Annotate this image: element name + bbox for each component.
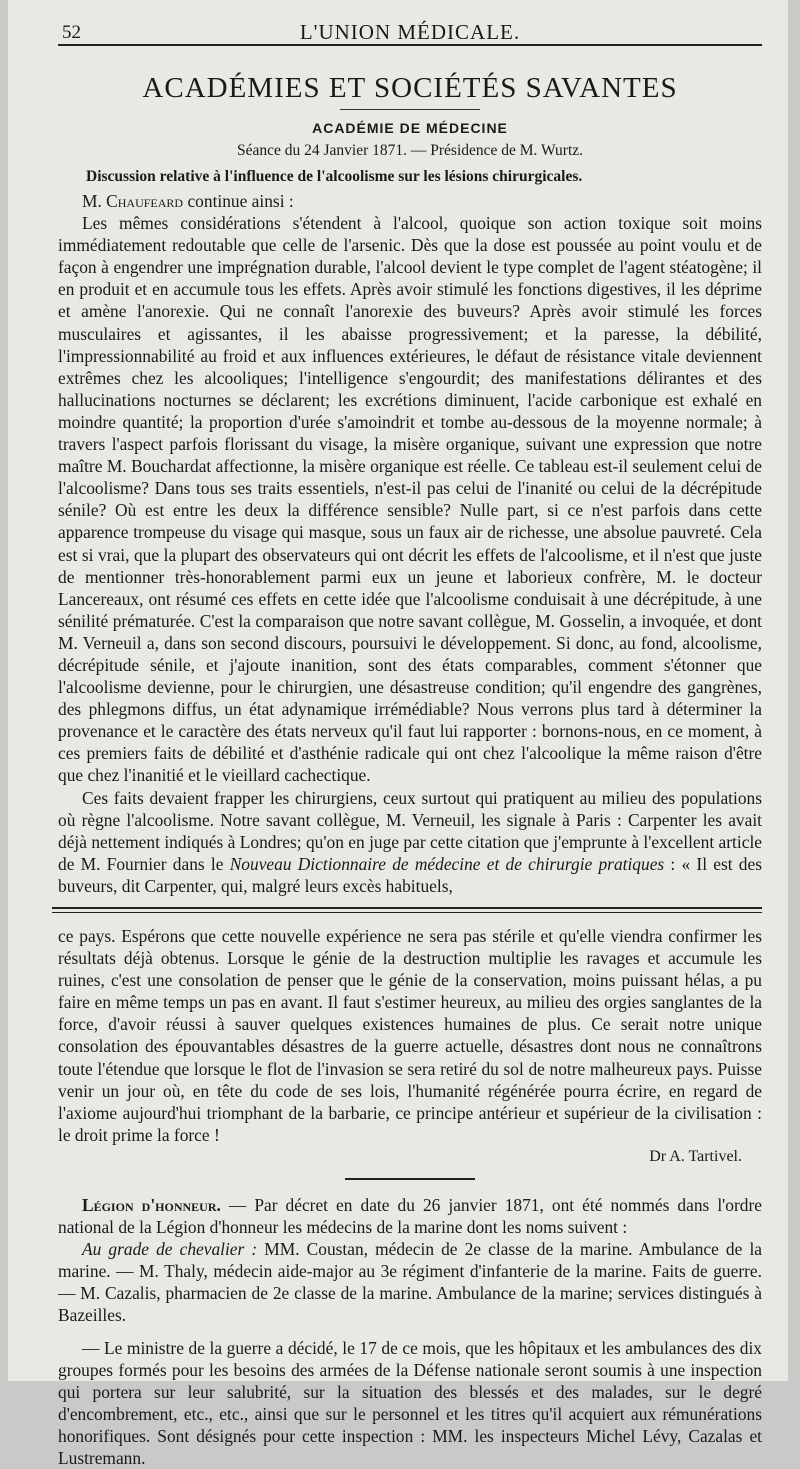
- paragraph-alcohol: Les mêmes considérations s'étendent à l'alcool, quoique son action toxique soit moins immédiatement redoutable que celle de l'arsenic. Dès que la dose est poussée au point voulu et de façon à engendrer une imprégnation durable, l'alcool devient le type complet de l'agent stéatogène; il en produit et en accumule tous les effets. Après avoir stimulé les fonctions digestives, il les déprime et amène l'anorexie. Qui ne connaît l'anorexie des buveurs? Après avoir stimulé les forces musculaires et agissantes, il les abaisse progressivement; et la paresse, la débilité, l'impressionnabilité au froid et aux influences extérieures, le défaut de résistance vitale deviennent extrêmes chez les alcooliques; l'intelligence s'engourdit; des manifestations délirantes et des hallucinations nocturnes se déclarent; les excrétions diminuent, l'acide carbonique est exhalé en moindre quantité; la proportion d'urée s'amoindrit et tombe au-dessous de la moyenne normale; à travers l'aspect parfois florissant du visage, la misère organique, suivant une expression que notre maître M. Bouchardat affectionne, la misère organique est réelle. Ce tableau est-il seulement celui de l'alcoolisme? Dans tous ses traits essentiels, n'est-il pas celui de l'inanité ou celui de la décrépitude sénile? Où est entre les deux la différence sensible? Nulle part, si ce n'est parfois dans cette apparence trompeuse du visage qui masque, sous un faux air de richesse, une absolue pauvreté. Cela est si vrai, que la plupart des observateurs qui ont décrit les effets de l'alcoolisme, et il n'est que juste de mentionner très-honorablement parmi eux un jeune et laborieux confrère, M. le docteur Lancereaux, ont résumé ces effets en cette idée que l'alcoolisme conduisait à une décrépitude, à une sénilité prématurée. C'est la comparaison que notre savant collègue, M. Gosselin, a invoquée, et dont M. Verneuil a, dans son second discours, poursuivi le développement. Si donc, au fond, alcoolisme, décrépitude sénile, et j'ajoute inanition, sont des états comparables, comment s'étonner que l'alcoolisme devienne, pour le chirurgien, une désastreuse condition; qu'il engendre des gangrènes, des phlegmons diffus, un état adynamique irrémédiable? Nous verrons plus tard à déterminer la provenance et le caractère des états nerveux qu'il faut lui rapporter : bornons-nous, en ce moment, à ces premiers faits de débilité et d'asthénie radicale qui ont chez l'alcoolique la même raison d'être que chez l'inanitié et le vieillard cachectique.: [58, 212, 762, 786]
- discussion-heading: Discussion relative à l'influence de l'alcoolisme sur les lésions chirurgicales.: [58, 168, 762, 186]
- dictionary-title: Nouveau Dictionnaire de médecine et de chirurgie pratiques: [230, 854, 664, 874]
- section-title: ACADÉMIES ET SOCIÉTÉS SAVANTES: [58, 72, 762, 105]
- paragraph-conclusion: ce pays. Espérons que cette nouvelle expérience ne sera pas stérile et qu'elle viendra confirmer les résultats déjà obtenus. Lorsque le génie de la destruction multiplie les ravages et accumule les ruines, c'est une consolation de penser que le génie de la conservation, moins puissant hélas, a pu faire en même temps un pas en avant. Il faut s'estimer heureux, au milieu des orgies sanglantes de la force, d'avoir réussi à sauver quelques existences humaines de plus. Ce serait notre unique consolation des épouvantables désastres de la guerre actuelle, désastres dont nous ne connaîtrons toute l'étendue que lorsque le flot de l'invasion se sera retiré du sol de notre malheureux pays. Puisse venir un jour où, en tête du code de ses lois, l'humanité régénérée pourra écrire, en regard de l'axiome aujourd'hui triomphant de la barbarie, ce principe antérieur et supérieur de la civilisation : le droit prime la force !: [58, 925, 762, 1146]
- section-divider: [52, 907, 762, 913]
- journal-title: L'UNION MÉDICALE.: [58, 20, 762, 45]
- chevalier-item: [58, 1238, 762, 1326]
- author-signature: Dr A. Tartivel.: [58, 1148, 762, 1166]
- chevalier-text: MM. Coustan, médecin de 2e classe de la marine. Ambulance de la marine. — M. Thaly, médecin aide-major au 3e régiment d'infanterie de la marine. Faits de guerre. — M. Cazalis, pharmacien de 2e classe de la marine. Ambulance de la marine; services distingués à Bazeilles.: [58, 1239, 762, 1325]
- paragraph-surgeons-end: : « Il est des buveurs, dit Carpenter, qui, malgré leurs excès habituels,: [58, 854, 762, 896]
- legion-text: — Par décret en date du 26 janvier 1871, ont été nommés dans l'ordre national de la Légion d'honneur les médecins de la marine dont les noms suivent :: [58, 1195, 762, 1237]
- page-number: 52: [62, 22, 81, 44]
- paragraph-surgeons-start: Ces faits devaient frapper les chirurgiens, ceux surtout qui pratiquent au milieu des populations où règne l'alcoolisme. Notre savant collègue, M. Verneuil, les signale à Paris : Carpenter les avait déjà nettement indiqués à Londres; qu'on en juge par cette citation que j'emprunte à l'excellent article de M. Fournier dans le: [58, 788, 762, 874]
- title-rule: [340, 109, 480, 110]
- legion-heading: Légion d'honneur.: [82, 1195, 221, 1215]
- speaker-intro: continue ainsi :: [183, 191, 294, 211]
- speaker-line: [58, 190, 762, 212]
- running-header: [58, 14, 762, 46]
- legion-honneur-item: [58, 1194, 762, 1238]
- chevalier-label: Au grade de chevalier :: [82, 1239, 257, 1259]
- academy-heading: ACADÉMIE DE MÉDECINE: [58, 120, 762, 136]
- session-line: Séance du 24 Janvier 1871. — Présidence de M. Wurtz.: [58, 142, 762, 160]
- journal-page: [8, 0, 788, 1381]
- paragraph-surgeons: [58, 787, 762, 897]
- speaker-name: M. Chaufeard: [82, 191, 183, 211]
- news-rule: [345, 1178, 475, 1180]
- minister-item: — Le ministre de la guerre a décidé, le 17 de ce mois, que les hôpitaux et les ambulances des dix groupes formés pour les besoins des armées de la Défense nationale seront soumis à une inspection qui portera sur leur salubrité, sur la situation des blessés et des malades, sur le degré d'encombrement, etc., etc., ainsi que sur le personnel et les titres qu'il acquiert aux rémunérations honorifiques. Sont désignés pour cette inspection : MM. les inspecteurs Michel Lévy, Cazalas et Lustremann.: [58, 1337, 762, 1469]
